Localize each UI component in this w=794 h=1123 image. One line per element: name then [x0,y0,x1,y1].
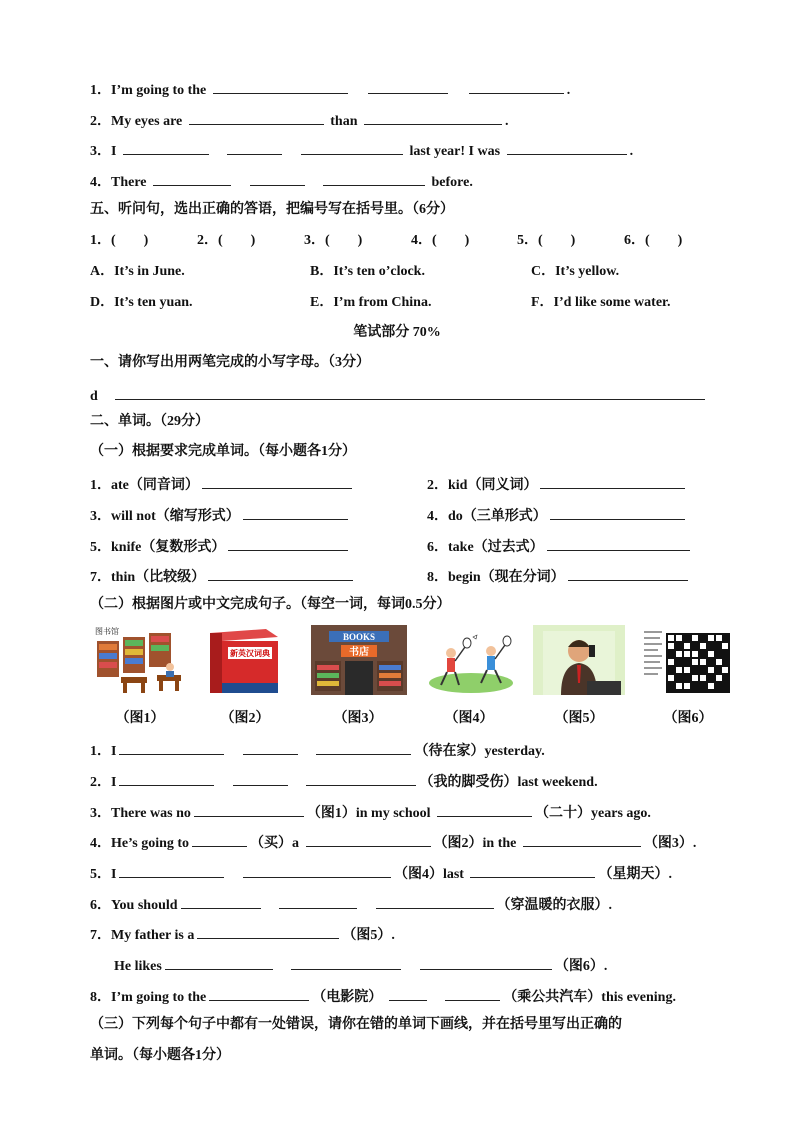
word-6: 6．take（过去式） [427,535,693,558]
sentence-2: 2．I （我的脚受伤）last weekend. [90,770,598,790]
caption-4: （图4） [444,711,494,726]
svg-text:书店: 书店 [349,647,369,658]
blank[interactable] [364,109,502,125]
paren-4[interactable]: 4．( ) [411,233,470,248]
listen-item-2: 2．My eyes are than . [90,109,509,129]
paren-1[interactable]: 1．( ) [90,233,149,248]
blank[interactable] [301,139,403,155]
option-e: E．I’m from China. [310,295,432,310]
option-a: A．It’s in June. [90,264,185,279]
sentence-5: 5．I （图4）last （星期天）. [90,862,672,882]
word-3: 3．will not（缩写形式） [90,504,351,527]
sentence-1: 1．I （待在家）yesterday. [90,739,545,759]
caption-1: （图1） [115,711,165,726]
word-7: 7．thin（比较级） [90,565,356,588]
blank[interactable] [323,170,425,186]
svg-text:BOOKS: BOOKS [342,632,376,642]
option-b: B．It’s ten o’clock. [310,264,425,279]
word-1: 1．ate（同音词） [90,473,355,496]
bookshop-picture [311,625,407,695]
listen-item-1: 1．I’m going to the . [90,78,570,98]
part1-title: 一、请你写出用两笔完成的小写字母。（3分） [90,355,370,370]
part1-answer: d [90,384,708,404]
svg-text:图书馆: 图书馆 [95,627,119,636]
listen-item-3: 3．I last year! I was . [90,139,633,159]
blank[interactable] [213,78,348,94]
sentence-7b: He likes （图6）. [114,954,607,974]
sentence-7: 7．My father is a （图5）. [90,923,395,943]
option-d: D．It’s ten yuan. [90,295,193,310]
sentence-3: 3．There was no （图1）in my school （二十）years ago. [90,801,651,821]
blank[interactable] [153,170,231,186]
part2-sub2: （二）根据图片或中文完成句子。（每空一词，每词0.5分） [90,597,451,612]
crossword-picture [642,625,734,695]
letters-blank[interactable] [115,384,705,400]
sentence-6: 6．You should （穿温暖的衣服）. [90,893,612,913]
paren-2[interactable]: 2．( ) [197,233,256,248]
library-picture [93,625,185,695]
listen-item-4: 4．There before. [90,170,473,190]
paren-5[interactable]: 5．( ) [517,233,576,248]
paren-6[interactable]: 6．( ) [624,233,683,248]
written-title: 笔试部分 70% [353,325,441,340]
part2-sub3-cont: 单词。（每小题各1分） [90,1048,230,1063]
section5-title: 五、听问句，选出正确的答语，把编号写在括号里。（6分） [90,202,454,217]
word-4: 4．do（三单形式） [427,504,688,527]
blank[interactable] [250,170,305,186]
word-8: 8．begin（现在分词） [427,565,691,588]
sentence-8: 8．I’m going to the （电影院） （乘公共汽车）this evening. [90,985,676,1005]
caption-3: （图3） [333,711,383,726]
part2-sub1: （一）根据要求完成单词。（每小题各1分） [90,444,356,459]
svg-text:新英汉词典: 新英汉词典 [230,649,270,658]
word-5: 5．knife（复数形式） [90,535,351,558]
caption-6: （图6） [663,711,713,726]
part2-sub3: （三）下列每个句子中都有一处错误，请你在错的单词下画线，并在括号里写出正确的 [90,1017,622,1032]
badminton-picture [425,625,517,695]
sentence-4: 4．He’s going to （买）a （图2）in the （图3）. [90,831,696,851]
blank[interactable] [189,109,324,125]
blank[interactable] [368,78,448,94]
dictionary-picture [204,625,284,695]
option-f: F．I’d like some water. [531,295,671,310]
caption-2: （图2） [220,711,270,726]
part2-title: 二、单词。（29分） [90,414,209,429]
paren-3[interactable]: 3．( ) [304,233,363,248]
caption-5: （图5） [554,711,604,726]
option-c: C．It’s yellow. [531,264,620,279]
word-2: 2．kid（同义词） [427,473,688,496]
blank[interactable] [507,139,627,155]
blank[interactable] [123,139,209,155]
blank[interactable] [469,78,564,94]
blank[interactable] [227,139,282,155]
businessman-picture [533,625,625,695]
